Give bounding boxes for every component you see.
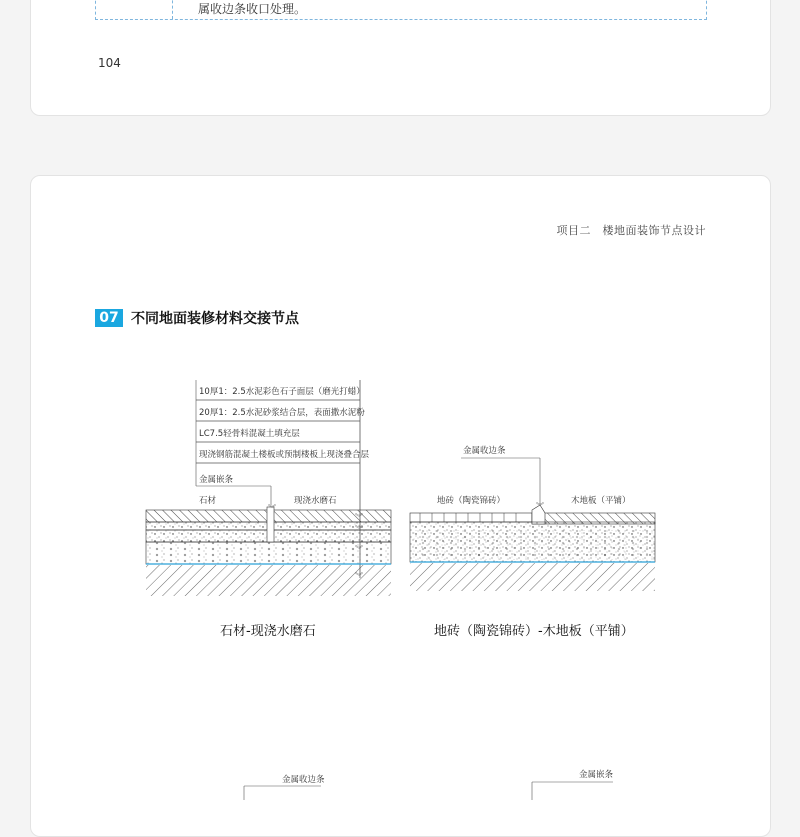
figure-caption: 地砖（陶瓷锦砖）-木地板（平铺） — [434, 624, 634, 639]
figure-bottom-right-partial — [532, 769, 614, 800]
figure-stone-terrazzo — [146, 380, 391, 596]
strip-label: 金属嵌条 — [199, 475, 234, 485]
svg-text:︾: ︾ — [355, 572, 363, 581]
section-number-badge: 07 — [95, 309, 123, 327]
layer-label: LC7.5轻骨料混凝土填充层 — [199, 429, 300, 439]
svg-text:︾: ︾ — [536, 502, 544, 511]
left-material-label: 地砖（陶瓷锦砖） — [437, 496, 506, 506]
section-title: 不同地面装修材料交接节点 — [131, 311, 299, 327]
figure-tile-wood — [410, 445, 655, 591]
strip-label: 金属嵌条 — [579, 770, 614, 780]
layer-label: 10厚1：2.5水泥彩色石子面层（磨光打蜡） — [199, 387, 365, 397]
note-text: 属收边条收口处理。 — [198, 2, 307, 16]
svg-text:︾: ︾ — [268, 504, 276, 513]
right-material-label: 木地板（平铺） — [571, 496, 631, 506]
page-number: 104 — [98, 56, 121, 70]
right-material-label: 现浇水磨石 — [294, 496, 337, 506]
layer-label: 现浇钢筋混凝土楼板或预制楼板上现浇叠合层 — [199, 450, 370, 460]
layer-label: 20厚1：2.5水泥砂浆结合层，表面撒水泥粉 — [199, 408, 365, 418]
figure-bottom-left-partial — [244, 774, 325, 800]
strip-label: 金属收边条 — [463, 446, 506, 456]
svg-text:︾: ︾ — [355, 513, 363, 522]
svg-text:︾: ︾ — [355, 545, 363, 554]
figure-caption: 石材-现浇水磨石 — [220, 624, 316, 639]
running-header: 项目二 楼地面装饰节点设计 — [556, 224, 706, 237]
left-material-label: 石材 — [199, 496, 217, 506]
svg-text:︾: ︾ — [355, 525, 363, 534]
strip-label: 金属收边条 — [282, 775, 325, 785]
